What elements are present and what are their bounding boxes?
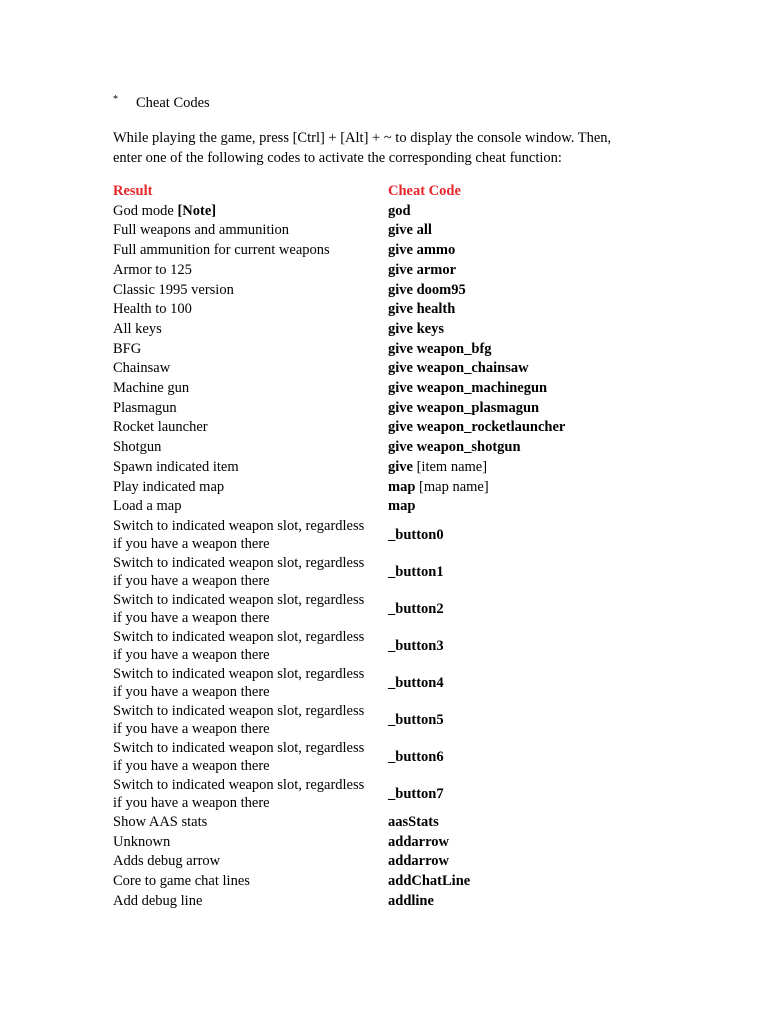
cheat-code-table [111, 182, 567, 911]
table-row [111, 665, 567, 702]
result-cell: Chainsaw [113, 360, 171, 377]
result-cell: Health to 100 [113, 301, 192, 318]
result-cell [111, 702, 386, 739]
table-row [111, 833, 567, 853]
result-line-2: if you have a weapon there [113, 573, 270, 590]
header-result: Result [113, 183, 153, 199]
cheat-code-cell: give keys [388, 320, 444, 337]
table-row [111, 591, 567, 628]
section-heading [113, 93, 210, 113]
result-cell: Machine gun [113, 380, 190, 397]
result-line-2: if you have a weapon there [113, 536, 270, 553]
result-line-1: Switch to indicated weapon slot, regardless [113, 702, 365, 719]
result-cell: Shotgun [113, 439, 162, 456]
result-cell [111, 202, 386, 222]
cheat-code-cell: _button0 [388, 526, 444, 543]
result-cell: Rocket launcher [113, 419, 208, 436]
result-line-2: if you have a weapon there [113, 795, 270, 812]
cheat-code-cell [386, 458, 567, 478]
result-line-2: if you have a weapon there [113, 758, 270, 775]
table-row [111, 261, 567, 281]
result-line-1: Switch to indicated weapon slot, regardless [113, 554, 365, 571]
table-row [111, 241, 567, 261]
cheat-code-cell: _button5 [388, 711, 444, 728]
cheat-code-cell: give all [388, 222, 432, 239]
header-cheat-code: Cheat Code [388, 183, 461, 199]
cheat-code-cell: _button6 [388, 748, 444, 765]
table-row [111, 281, 567, 301]
result-cell: Spawn indicated item [113, 458, 239, 475]
cheat-code-cell: god [388, 202, 411, 219]
table-row [111, 418, 567, 438]
result-line-2: if you have a weapon there [113, 610, 270, 627]
table-row [111, 702, 567, 739]
cheat-code-cell: map [388, 498, 416, 515]
result-cell: Play indicated map [113, 478, 225, 495]
result-line-1: Switch to indicated weapon slot, regardless [113, 776, 365, 793]
code-argument: [item name] [416, 458, 488, 475]
note-reference: [Note] [177, 202, 217, 219]
table-row [111, 202, 567, 222]
result-cell: All keys [113, 320, 162, 337]
cheat-code-cell: give doom95 [388, 281, 466, 298]
table-row [111, 221, 567, 241]
result-cell [111, 554, 386, 591]
result-cell: Add debug line [113, 892, 203, 909]
result-cell: Full ammunition for current weapons [113, 242, 330, 259]
table-row [111, 628, 567, 665]
cheat-code-cell: _button4 [388, 674, 444, 691]
result-cell: Load a map [113, 498, 182, 515]
table-row [111, 892, 567, 912]
table-row [111, 379, 567, 399]
result-cell [111, 776, 386, 813]
cheat-code-cell: _button2 [388, 600, 444, 617]
result-cell [111, 665, 386, 702]
result-cell: Unknown [113, 833, 171, 850]
table-row [111, 852, 567, 872]
table-header-row [111, 182, 567, 202]
cheat-code-cell: give health [388, 301, 456, 318]
cheat-code-cell: give ammo [388, 242, 456, 259]
result-line-2: if you have a weapon there [113, 684, 270, 701]
cheat-code-cell: give weapon_rocketlauncher [388, 419, 566, 436]
table-row [111, 478, 567, 498]
cheat-code-cell: give weapon_plasmagun [388, 399, 540, 416]
cheat-code-cell: give weapon_chainsaw [388, 360, 529, 377]
result-line-2: if you have a weapon there [113, 721, 270, 738]
result-cell: Armor to 125 [113, 261, 192, 278]
table-row [111, 497, 567, 517]
result-cell [111, 628, 386, 665]
table-row [111, 340, 567, 360]
result-line-1: Switch to indicated weapon slot, regardless [113, 739, 365, 756]
result-line-1: Switch to indicated weapon slot, regardless [113, 517, 365, 534]
code-argument: [map name] [419, 478, 489, 495]
result-cell [111, 739, 386, 776]
result-cell: Full weapons and ammunition [113, 222, 289, 239]
table-row [111, 872, 567, 892]
table-row [111, 554, 567, 591]
table-row [111, 399, 567, 419]
intro-line-2: enter one of the following codes to activate the corresponding cheat function: [113, 150, 562, 166]
result-line-2: if you have a weapon there [113, 647, 270, 664]
code-command: map [388, 478, 416, 495]
section-title: Cheat Codes [136, 94, 210, 111]
result-cell: Plasmagun [113, 399, 177, 416]
cheat-code-cell: give weapon_bfg [388, 340, 492, 357]
result-cell: Core to game chat lines [113, 873, 250, 890]
table-row [111, 776, 567, 813]
table-row [111, 320, 567, 340]
table-row [111, 813, 567, 833]
cheat-code-cell: give weapon_machinegun [388, 380, 548, 397]
result-text: God mode [113, 202, 174, 219]
table-row [111, 517, 567, 554]
table-row [111, 300, 567, 320]
cheat-code-cell: addChatLine [388, 873, 471, 890]
table-row [111, 438, 567, 458]
table-row [111, 458, 567, 478]
result-cell [111, 591, 386, 628]
result-cell: Adds debug arrow [113, 853, 221, 870]
cheat-code-cell: _button7 [388, 785, 444, 802]
result-cell: Show AAS stats [113, 813, 208, 830]
cheat-code-cell: addarrow [388, 853, 449, 870]
result-cell [111, 517, 386, 554]
bullet-icon: * [113, 93, 118, 105]
result-cell: BFG [113, 340, 142, 357]
result-line-1: Switch to indicated weapon slot, regardless [113, 628, 365, 645]
result-line-1: Switch to indicated weapon slot, regardless [113, 665, 365, 682]
cheat-code-cell: give weapon_shotgun [388, 439, 521, 456]
cheat-code-cell: addarrow [388, 833, 449, 850]
cheat-code-cell: addline [388, 892, 434, 909]
cheat-code-cell [386, 478, 567, 498]
result-cell: Classic 1995 version [113, 281, 234, 298]
result-line-1: Switch to indicated weapon slot, regardless [113, 591, 365, 608]
table-row [111, 359, 567, 379]
cheat-code-cell: give armor [388, 261, 457, 278]
intro-paragraph [113, 128, 653, 168]
intro-line-1: While playing the game, press [Ctrl] + [Alt] + ~ to display the console window. Then, [113, 130, 612, 146]
cheat-code-cell: _button1 [388, 563, 444, 580]
code-command: give [388, 458, 413, 475]
table-row [111, 739, 567, 776]
cheat-code-cell: aasStats [388, 813, 439, 830]
cheat-code-cell: _button3 [388, 637, 444, 654]
